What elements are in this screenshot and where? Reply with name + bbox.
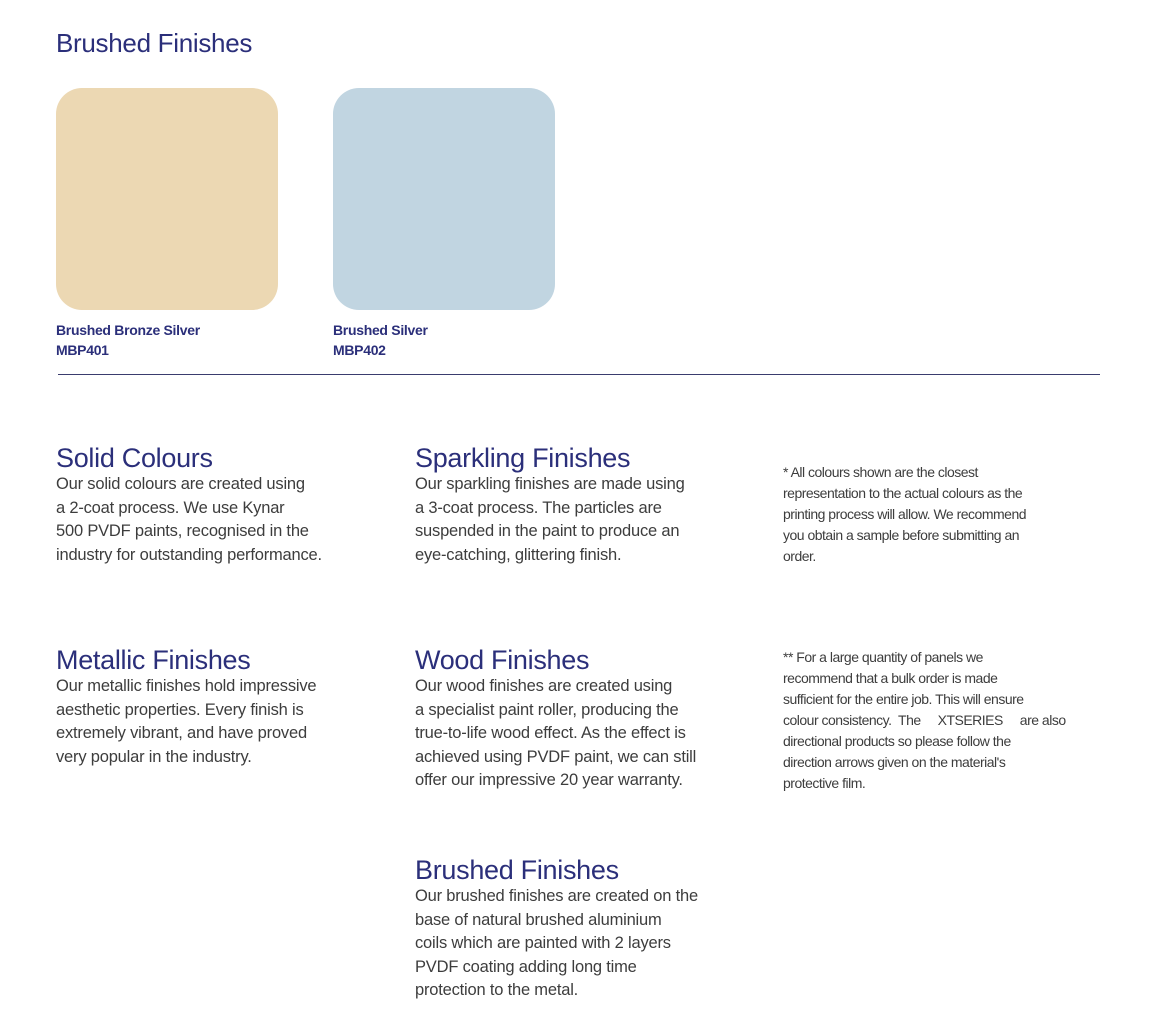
text-line: protection to the metal. [415, 981, 579, 999]
text-line: Our brushed finishes are created on the [415, 887, 698, 905]
swatch-bronze-silver [56, 88, 278, 310]
swatch-silver [333, 88, 555, 310]
text-line: PVDF coating adding long time [415, 957, 637, 976]
section-body [415, 473, 745, 567]
swatch-name: Brushed Bronze Silver [56, 322, 200, 338]
section-title: Wood Finishes [415, 645, 590, 675]
note-bulk-order [783, 647, 1103, 794]
text-line: a 2-coat process. We use Kynar [56, 498, 285, 517]
swatch-name: Brushed Silver [333, 322, 428, 338]
page-title: Brushed Finishes [56, 28, 253, 58]
text-line: Our sparkling finishes are made using [415, 475, 685, 493]
text-line: printing process will allow. We recommend [783, 506, 1027, 522]
text-line: 500 PVDF paints, recognised in the [56, 522, 309, 540]
text-line: offer our impressive 20 year warranty. [415, 771, 683, 789]
text-line: * All colours shown are the closest [783, 464, 978, 480]
text-line: Our metallic finishes hold impressive [56, 677, 317, 695]
text-line: Our solid colours are created using [56, 475, 305, 493]
text-line: sufficient for the entire job. This will ensure [783, 691, 1024, 707]
section-title: Sparkling Finishes [415, 443, 631, 473]
section-body [415, 885, 745, 1003]
text-line: you obtain a sample before submitting an [783, 527, 1020, 543]
text-line: coils which are painted with 2 layers [415, 934, 671, 952]
section-body [56, 675, 386, 769]
text-line: eye-catching, glittering finish. [415, 545, 622, 564]
text-line: aesthetic properties. Every finish is [56, 700, 304, 719]
section-solid-colours [56, 443, 386, 567]
text-line: suspended in the paint to produce an [415, 522, 680, 540]
note-colour-disclaimer [783, 462, 1103, 567]
swatch-card-bronze-silver [56, 88, 280, 360]
section-body [415, 675, 745, 793]
text-line: recommend that a bulk order is made [783, 670, 998, 686]
text-line: very popular in the industry. [56, 747, 252, 766]
text-line: order. [783, 548, 816, 564]
text-line: base of natural brushed aluminium [415, 910, 662, 929]
section-metallic-finishes [56, 645, 386, 769]
text-line: a specialist paint roller, producing the [415, 700, 679, 719]
swatch-card-silver [333, 88, 557, 360]
text-line: direction arrows given on the material's [783, 754, 1006, 770]
section-body [56, 473, 386, 567]
divider [58, 374, 1100, 375]
text-line: industry for outstanding performance. [56, 545, 322, 564]
section-title: Metallic Finishes [56, 645, 251, 675]
section-wood-finishes [415, 645, 745, 793]
section-brushed-finishes [415, 855, 745, 1003]
text-line: achieved using PVDF paint, we can still [415, 747, 697, 766]
text-line: true-to-life wood effect. As the effect is [415, 724, 686, 742]
swatch-code: MBP402 [333, 342, 386, 358]
text-line: Our wood finishes are created using [415, 677, 673, 695]
text-line: directional products so please follow the [783, 733, 1011, 749]
text-line: a 3-coat process. The particles are [415, 498, 662, 517]
text-line: representation to the actual colours as the [783, 485, 1023, 501]
swatch-code: MBP401 [56, 342, 109, 358]
section-title: Solid Colours [56, 443, 213, 473]
text-line: colour consistency. The XTSERIES are also [783, 712, 1066, 728]
text-line: extremely vibrant, and have proved [56, 724, 307, 742]
section-title: Brushed Finishes [415, 855, 619, 885]
text-line: protective film. [783, 775, 866, 791]
section-sparkling-finishes [415, 443, 745, 567]
text-line: ** For a large quantity of panels we [783, 649, 983, 665]
